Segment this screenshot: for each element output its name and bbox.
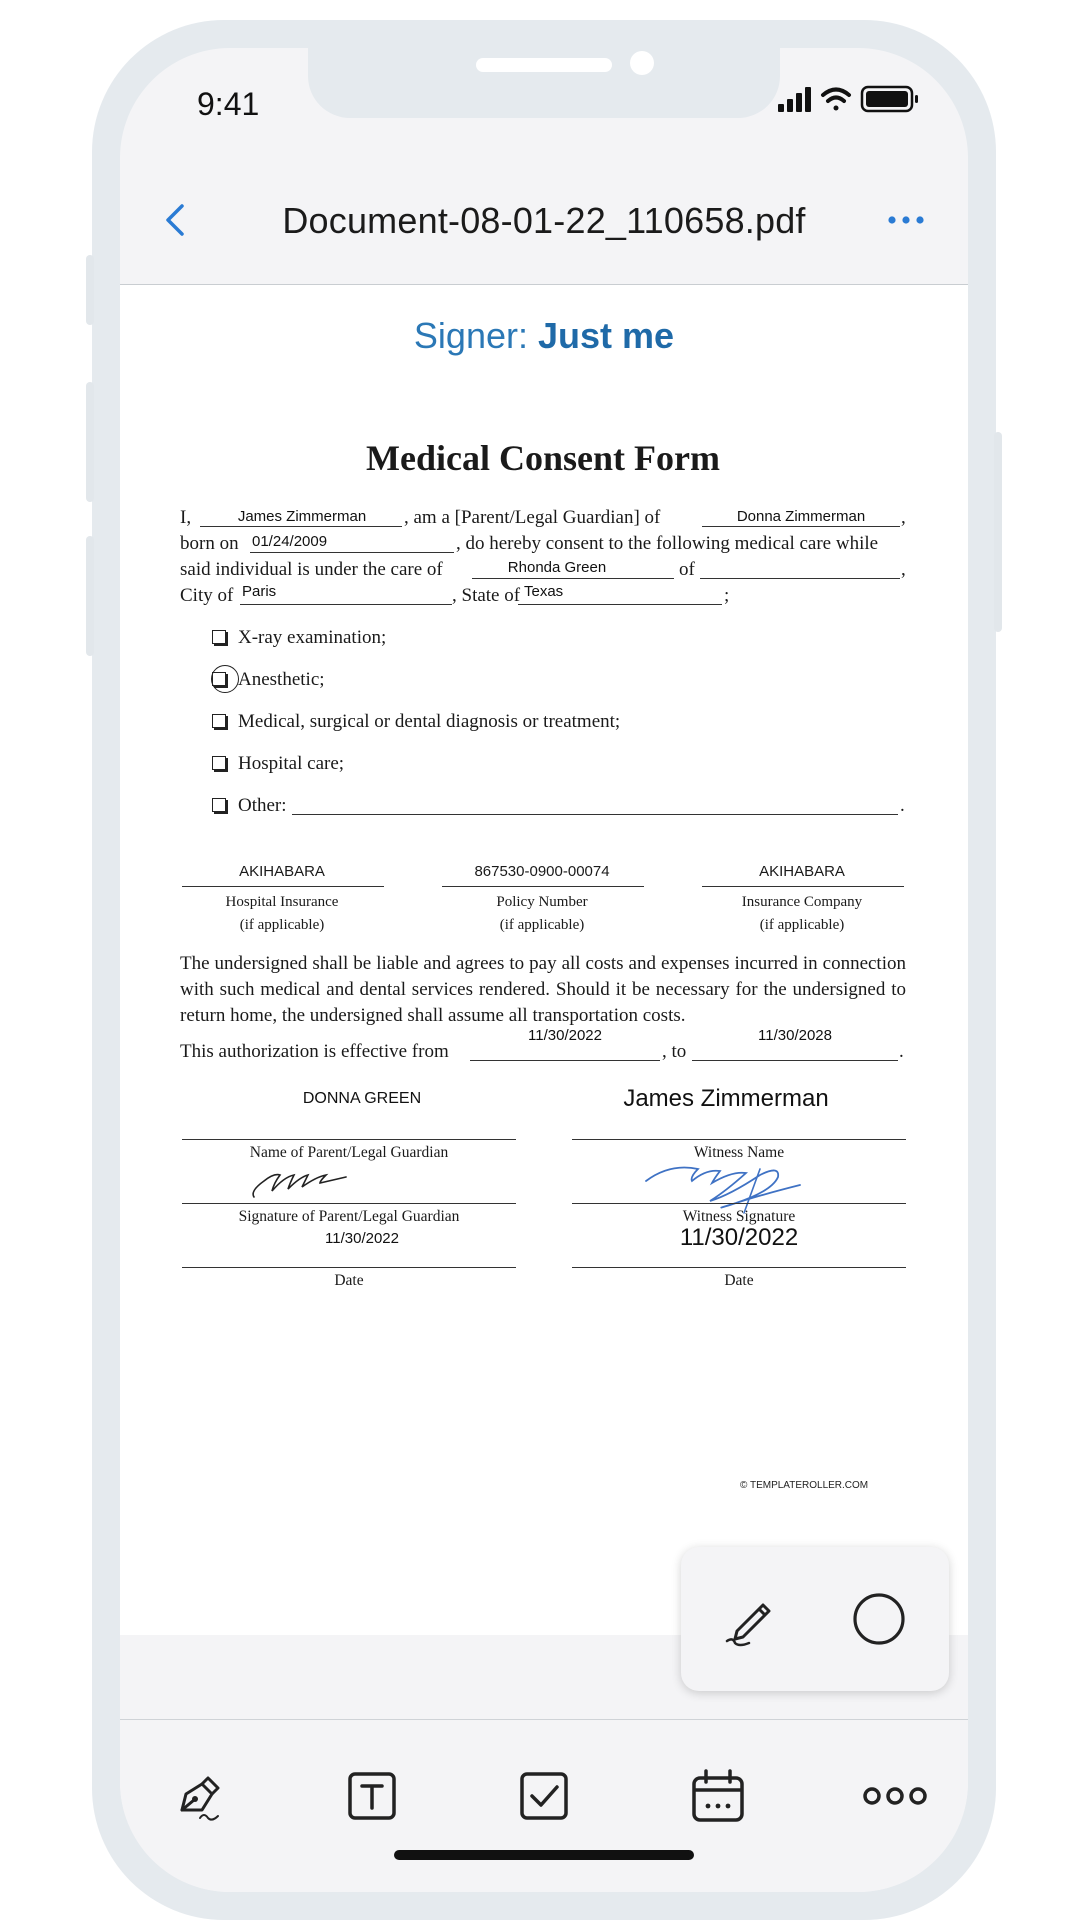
text-period-2: . <box>899 1041 904 1062</box>
status-time: 9:41 <box>197 86 260 122</box>
insurance-company-field[interactable]: AKIHABARA <box>759 863 845 880</box>
label-line-1: Insurance Company <box>741 894 863 910</box>
witness-signature-label: Witness Signature <box>682 1208 796 1225</box>
checklist-label: Other: <box>238 795 287 816</box>
document-title: Document-08-01-22_110658.pdf <box>282 200 806 241</box>
signer-value: Just me <box>538 315 675 356</box>
text-of: of <box>679 559 695 580</box>
checklist-item[interactable] <box>212 711 620 733</box>
text-comma-2: , <box>901 559 906 580</box>
birth-date-field[interactable]: 01/24/2009 <box>252 533 328 550</box>
guardian-name-value[interactable]: DONNA GREEN <box>302 1090 422 1107</box>
camera <box>630 51 654 75</box>
checklist-item[interactable] <box>212 627 386 649</box>
text-authorization: This authorization is effective from <box>180 1041 449 1062</box>
status-icons <box>778 84 928 114</box>
checkbox[interactable] <box>212 672 226 686</box>
care-of-field[interactable]: Rhonda Green <box>507 559 607 576</box>
guardian-name-label: Name of Parent/Legal Guardian <box>249 1144 449 1161</box>
text-period: . <box>900 795 905 816</box>
guardian-signature-label: Signature of Parent/Legal Guardian <box>238 1208 460 1225</box>
calendar-icon[interactable] <box>688 1766 748 1826</box>
to-date-underline <box>692 1060 898 1061</box>
chevron-left-icon[interactable] <box>156 200 196 240</box>
hospital-insurance-underline <box>182 886 384 887</box>
child-name-field[interactable]: Donna Zimmerman <box>736 508 866 525</box>
insurance-company-underline <box>702 886 904 887</box>
home-indicator[interactable] <box>394 1850 694 1860</box>
guardian-name-line <box>182 1139 516 1140</box>
checkbox[interactable] <box>212 714 226 728</box>
policy-number-field[interactable]: 867530-0900-00074 <box>474 863 610 880</box>
signature-pen-icon[interactable] <box>170 1766 230 1826</box>
guardian-date-line <box>182 1267 516 1268</box>
ellipsis-icon[interactable] <box>886 212 926 228</box>
text-born-on: born on <box>180 533 239 554</box>
checkbox-icon[interactable] <box>514 1766 574 1826</box>
guardian-name-field[interactable]: James Zimmerman <box>237 508 367 525</box>
checkbox[interactable] <box>212 756 226 770</box>
pencil-icon[interactable] <box>719 1587 783 1651</box>
guardian-date-value[interactable]: 11/30/2022 <box>325 1230 399 1247</box>
bottom-toolbar <box>120 1719 968 1892</box>
text-state-of: , State of <box>452 585 521 606</box>
circle-mark <box>211 665 239 693</box>
text-consent: , do hereby consent to the following medical care while <box>456 533 879 554</box>
signer-selector[interactable] <box>120 315 968 357</box>
copyright: © TEMPLATEROLLER.COM <box>740 1480 869 1488</box>
side-button-power <box>994 432 1002 632</box>
checkbox[interactable] <box>212 798 226 812</box>
wifi-icon <box>823 90 849 111</box>
drawing-tools-panel <box>681 1547 949 1691</box>
witness-signature-line <box>572 1203 906 1204</box>
witness-date-value[interactable]: 11/30/2022 <box>679 1224 799 1251</box>
other-underline <box>292 814 898 815</box>
checklist-item[interactable] <box>212 753 344 775</box>
label-line-1: Policy Number <box>496 894 588 910</box>
to-date-field[interactable]: 11/30/2028 <box>758 1027 832 1044</box>
screen <box>120 48 968 1892</box>
side-button-mute <box>86 255 94 325</box>
city-field[interactable]: Paris <box>242 583 277 600</box>
text-i: I, <box>180 507 192 528</box>
side-button-volume-up <box>86 382 94 502</box>
city-underline <box>240 604 452 605</box>
policy-number-label <box>442 891 642 937</box>
witness-name-label: Witness Name <box>693 1144 785 1161</box>
more-icon[interactable] <box>860 1766 930 1826</box>
text-city-of: City of <box>180 585 234 606</box>
signer-prefix: Signer: <box>413 315 528 356</box>
text-care-of: said individual is under the care of <box>180 559 443 580</box>
witness-name-value[interactable]: James Zimmerman <box>623 1085 829 1112</box>
from-date-field[interactable]: 11/30/2022 <box>528 1027 602 1044</box>
insurance-company-label <box>702 891 902 937</box>
hospital-insurance-label <box>182 891 382 937</box>
witness-name-line <box>572 1139 906 1140</box>
battery-icon <box>862 87 918 111</box>
cellular-signal-icon <box>778 87 811 112</box>
checklist-label: X-ray examination; <box>238 627 387 648</box>
label-line-2: (if applicable) <box>759 917 845 933</box>
text-comma: , <box>901 507 906 528</box>
text-semicolon: ; <box>724 585 730 606</box>
guardian-signature[interactable] <box>250 1157 380 1207</box>
facility-underline <box>700 578 900 579</box>
checkbox[interactable] <box>212 630 226 644</box>
birth-date-underline <box>250 552 454 553</box>
checklist-item[interactable] <box>212 795 906 817</box>
document-view[interactable] <box>120 285 968 1635</box>
care-of-underline <box>472 578 674 579</box>
witness-date-line <box>572 1267 906 1268</box>
from-date-underline <box>470 1060 660 1061</box>
guardian-name-underline <box>200 526 402 527</box>
circle-icon[interactable] <box>847 1587 911 1651</box>
state-underline <box>518 604 722 605</box>
guardian-date-label: Date <box>334 1272 364 1289</box>
label-line-2: (if applicable) <box>499 917 585 933</box>
label-line-2: (if applicable) <box>239 917 325 933</box>
side-button-volume-down <box>86 536 94 656</box>
checklist-label: Anesthetic; <box>238 669 325 690</box>
state-field[interactable]: Texas <box>524 583 564 600</box>
checklist-label: Hospital care; <box>238 753 345 774</box>
witness-date-label: Date <box>724 1272 754 1289</box>
text-am-a: , am a [Parent/Legal Guardian] of <box>404 507 661 528</box>
hospital-insurance-field[interactable]: AKIHABARA <box>239 863 325 880</box>
text-icon[interactable] <box>342 1766 402 1826</box>
child-name-underline <box>702 526 900 527</box>
notch <box>308 48 780 118</box>
label-line-1: Hospital Insurance <box>225 894 339 910</box>
policy-number-underline <box>442 886 644 887</box>
checklist-label: Medical, surgical or dental diagnosis or treatment; <box>238 711 621 732</box>
text-to: , to <box>662 1041 687 1062</box>
navigation-bar <box>120 156 968 285</box>
speaker <box>476 58 612 72</box>
liability-paragraph: The undersigned shall be liable and agrees to pay all costs and expenses incurred in connection with such medical and dental services rendered. Should it be necessary for the undersigned to return home, the undersigned shall assume all transportation costs. <box>180 953 906 1026</box>
form-title: Medical Consent Form <box>366 438 720 478</box>
checklist-item[interactable] <box>212 669 325 691</box>
guardian-signature-line <box>182 1203 516 1204</box>
